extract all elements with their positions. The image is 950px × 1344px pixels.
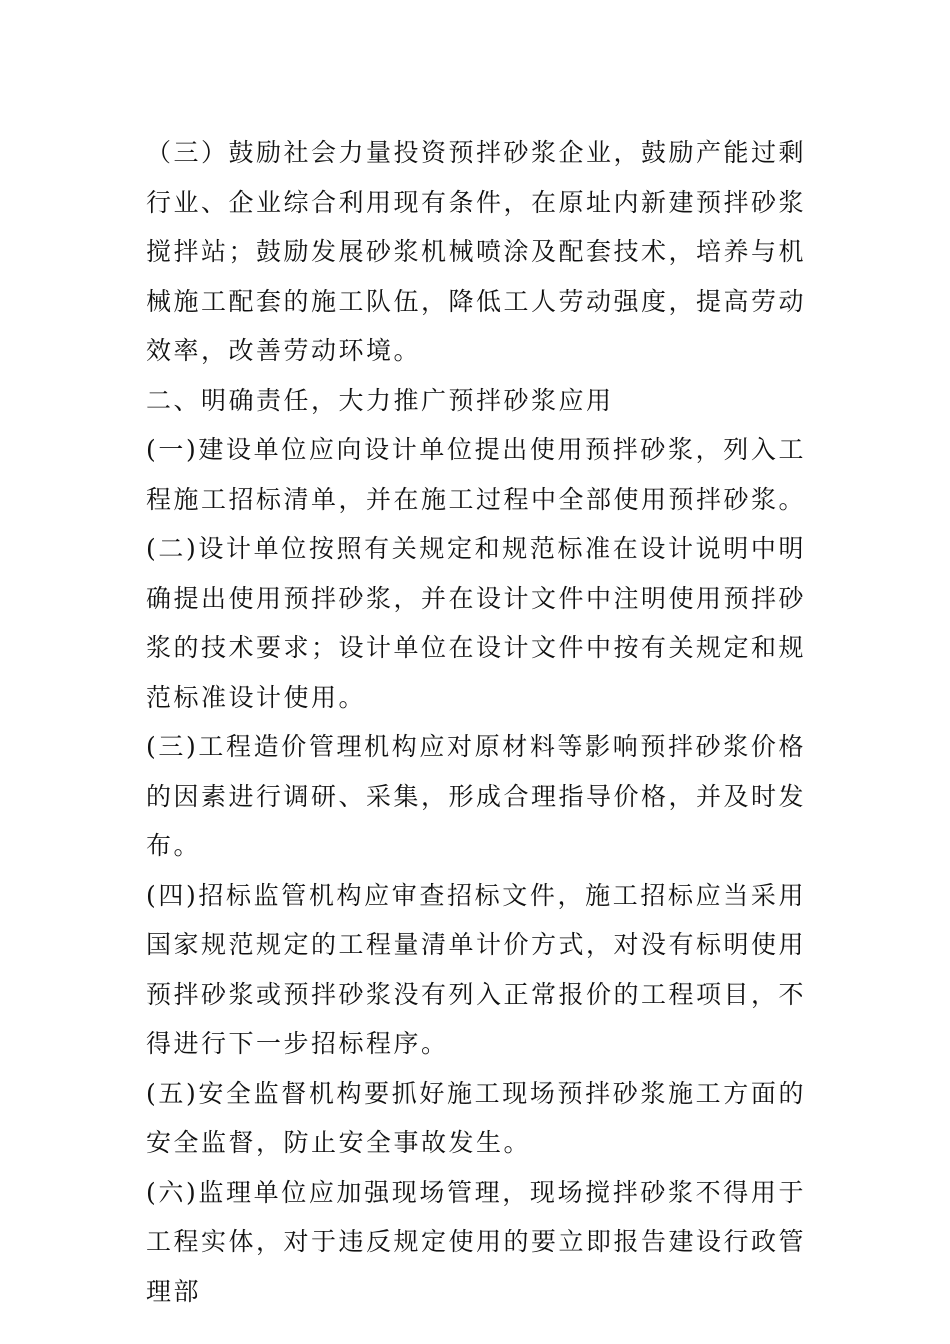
paragraph-safety-supervision: (五)安全监督机构要抓好施工现场预拌砂浆施工方面的安全监督，防止安全事故发生。 <box>146 1078 806 1157</box>
paragraph-design-unit: (二)设计单位按照有关规定和规范标准在设计说明中明确提出使用预拌砂浆，并在设计文件中注明使用预拌砂浆的技术要求；设计单位在设计文件中按有关规定和规范标准设计使用。 <box>146 534 807 712</box>
section-heading-responsibility: 二、明确责任，大力推广预拌砂浆应用 <box>146 385 614 415</box>
paragraph-bidding-supervision: (四)招标监管机构应审查招标文件，施工招标应当采用国家规范规定的工程量清单计价方式，对没有标明使用预拌砂浆或预拌砂浆没有列入正常报价的工程项目，不得进行下一步招标程序。 <box>146 880 807 1058</box>
paragraph-encourage-investment: （三）鼓励社会力量投资预拌砂浆企业，鼓励产能过剩行业、企业综合利用现有条件，在原址内新建预拌砂浆搅拌站；鼓励发展砂浆机械喷涂及配套技术，培养与机械施工配套的施工队伍，降低工人劳动强度，提高劳动效率，改善劳动环境。 <box>146 138 807 365</box>
paragraph-supervision-unit: (六)监理单位应加强现场管理，现场搅拌砂浆不得用于工程实体，对于违反规定使用的要立即报告建设行政管理部 <box>146 1177 807 1306</box>
paragraph-construction-unit: (一)建设单位应向设计单位提出使用预拌砂浆，列入工程施工招标清单，并在施工过程中全部使用预拌砂浆。 <box>146 435 807 514</box>
paragraph-cost-management: (三)工程造价管理机构应对原材料等影响预拌砂浆价格的因素进行调研、采集，形成合理指导价格，并及时发布。 <box>146 732 807 860</box>
document-body <box>146 128 806 1316</box>
